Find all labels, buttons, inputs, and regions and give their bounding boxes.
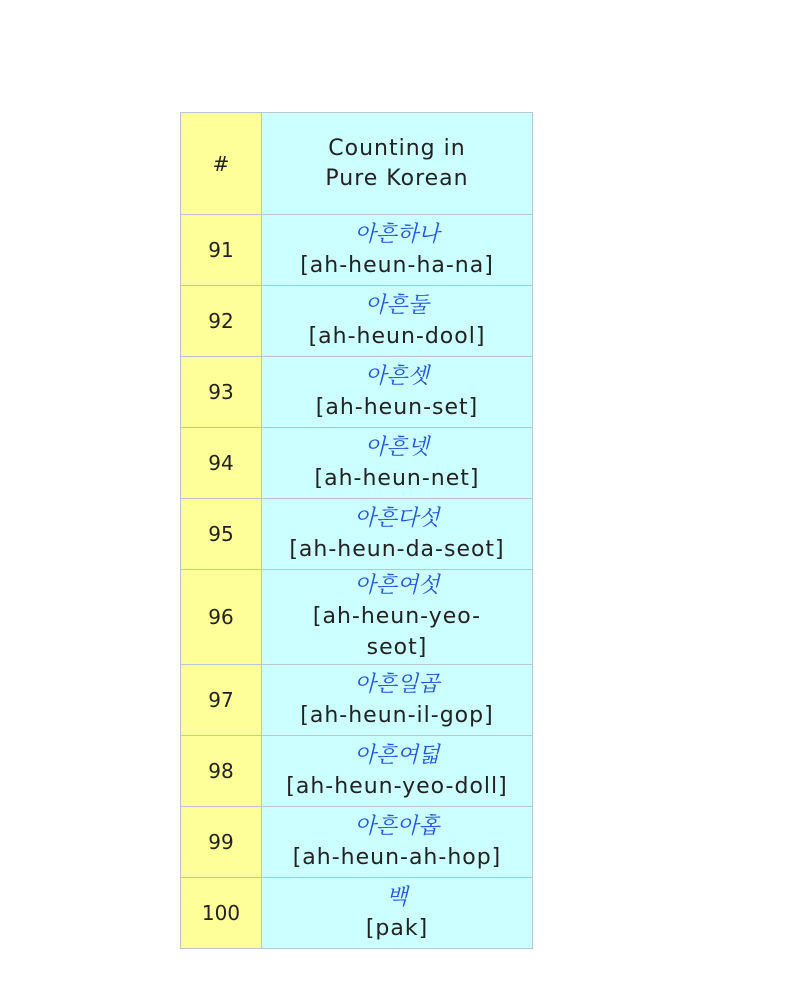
word-cell <box>262 807 533 878</box>
romanization: [ah-heun-yeo-doll] <box>286 773 508 799</box>
number-cell: 92 <box>181 286 262 357</box>
word-cell <box>262 499 533 570</box>
table-row <box>181 736 533 807</box>
number-column-header: # <box>181 113 262 215</box>
page-bottom-whitespace <box>0 952 800 999</box>
pure-korean-counting-table <box>180 112 533 949</box>
word-cell <box>262 286 533 357</box>
word-column-header-line2: Pure Korean <box>325 165 469 191</box>
korean-word: 아흔넷 <box>365 434 429 460</box>
korean-word: 아흔아홉 <box>354 813 440 839</box>
romanization: [ah-heun-da-seot] <box>289 536 505 562</box>
table-row <box>181 428 533 499</box>
word-column-header-line1: Counting in <box>328 135 466 161</box>
table-row <box>181 807 533 878</box>
table-header-row <box>181 113 533 215</box>
word-cell <box>262 215 533 286</box>
romanization: [ah-heun-set] <box>315 394 479 420</box>
number-cell: 100 <box>181 878 262 949</box>
table-row <box>181 286 533 357</box>
table-row <box>181 878 533 949</box>
romanization: [ah-heun-yeo-seot] <box>312 604 482 660</box>
word-cell <box>262 878 533 949</box>
korean-word: 아흔일곱 <box>354 671 440 697</box>
korean-word: 아흔셋 <box>365 363 429 389</box>
korean-word: 아흔다섯 <box>354 505 440 531</box>
romanization: [ah-heun-il-gop] <box>300 702 494 728</box>
romanization: [ah-heun-net] <box>314 465 480 491</box>
word-column-header <box>262 113 533 215</box>
korean-word: 아흔여섯 <box>354 573 440 598</box>
word-cell <box>262 357 533 428</box>
korean-word: 아흔둘 <box>365 292 429 318</box>
korean-word: 아흔하나 <box>354 221 440 247</box>
number-cell: 96 <box>181 570 262 665</box>
number-cell: 94 <box>181 428 262 499</box>
word-cell <box>262 570 533 665</box>
number-cell: 95 <box>181 499 262 570</box>
table-row <box>181 665 533 736</box>
word-cell <box>262 665 533 736</box>
word-cell <box>262 428 533 499</box>
table-row <box>181 570 533 665</box>
table-row <box>181 499 533 570</box>
number-cell: 97 <box>181 665 262 736</box>
table-row <box>181 357 533 428</box>
korean-word: 백 <box>386 884 408 910</box>
number-cell: 93 <box>181 357 262 428</box>
romanization: [ah-heun-dool] <box>308 323 486 349</box>
korean-word: 아흔여덟 <box>354 742 440 768</box>
romanization: [pak] <box>365 915 429 941</box>
number-cell: 91 <box>181 215 262 286</box>
table-row <box>181 215 533 286</box>
romanization: [ah-heun-ha-na] <box>300 252 494 278</box>
word-cell <box>262 736 533 807</box>
romanization: [ah-heun-ah-hop] <box>292 844 502 870</box>
number-cell: 99 <box>181 807 262 878</box>
number-cell: 98 <box>181 736 262 807</box>
